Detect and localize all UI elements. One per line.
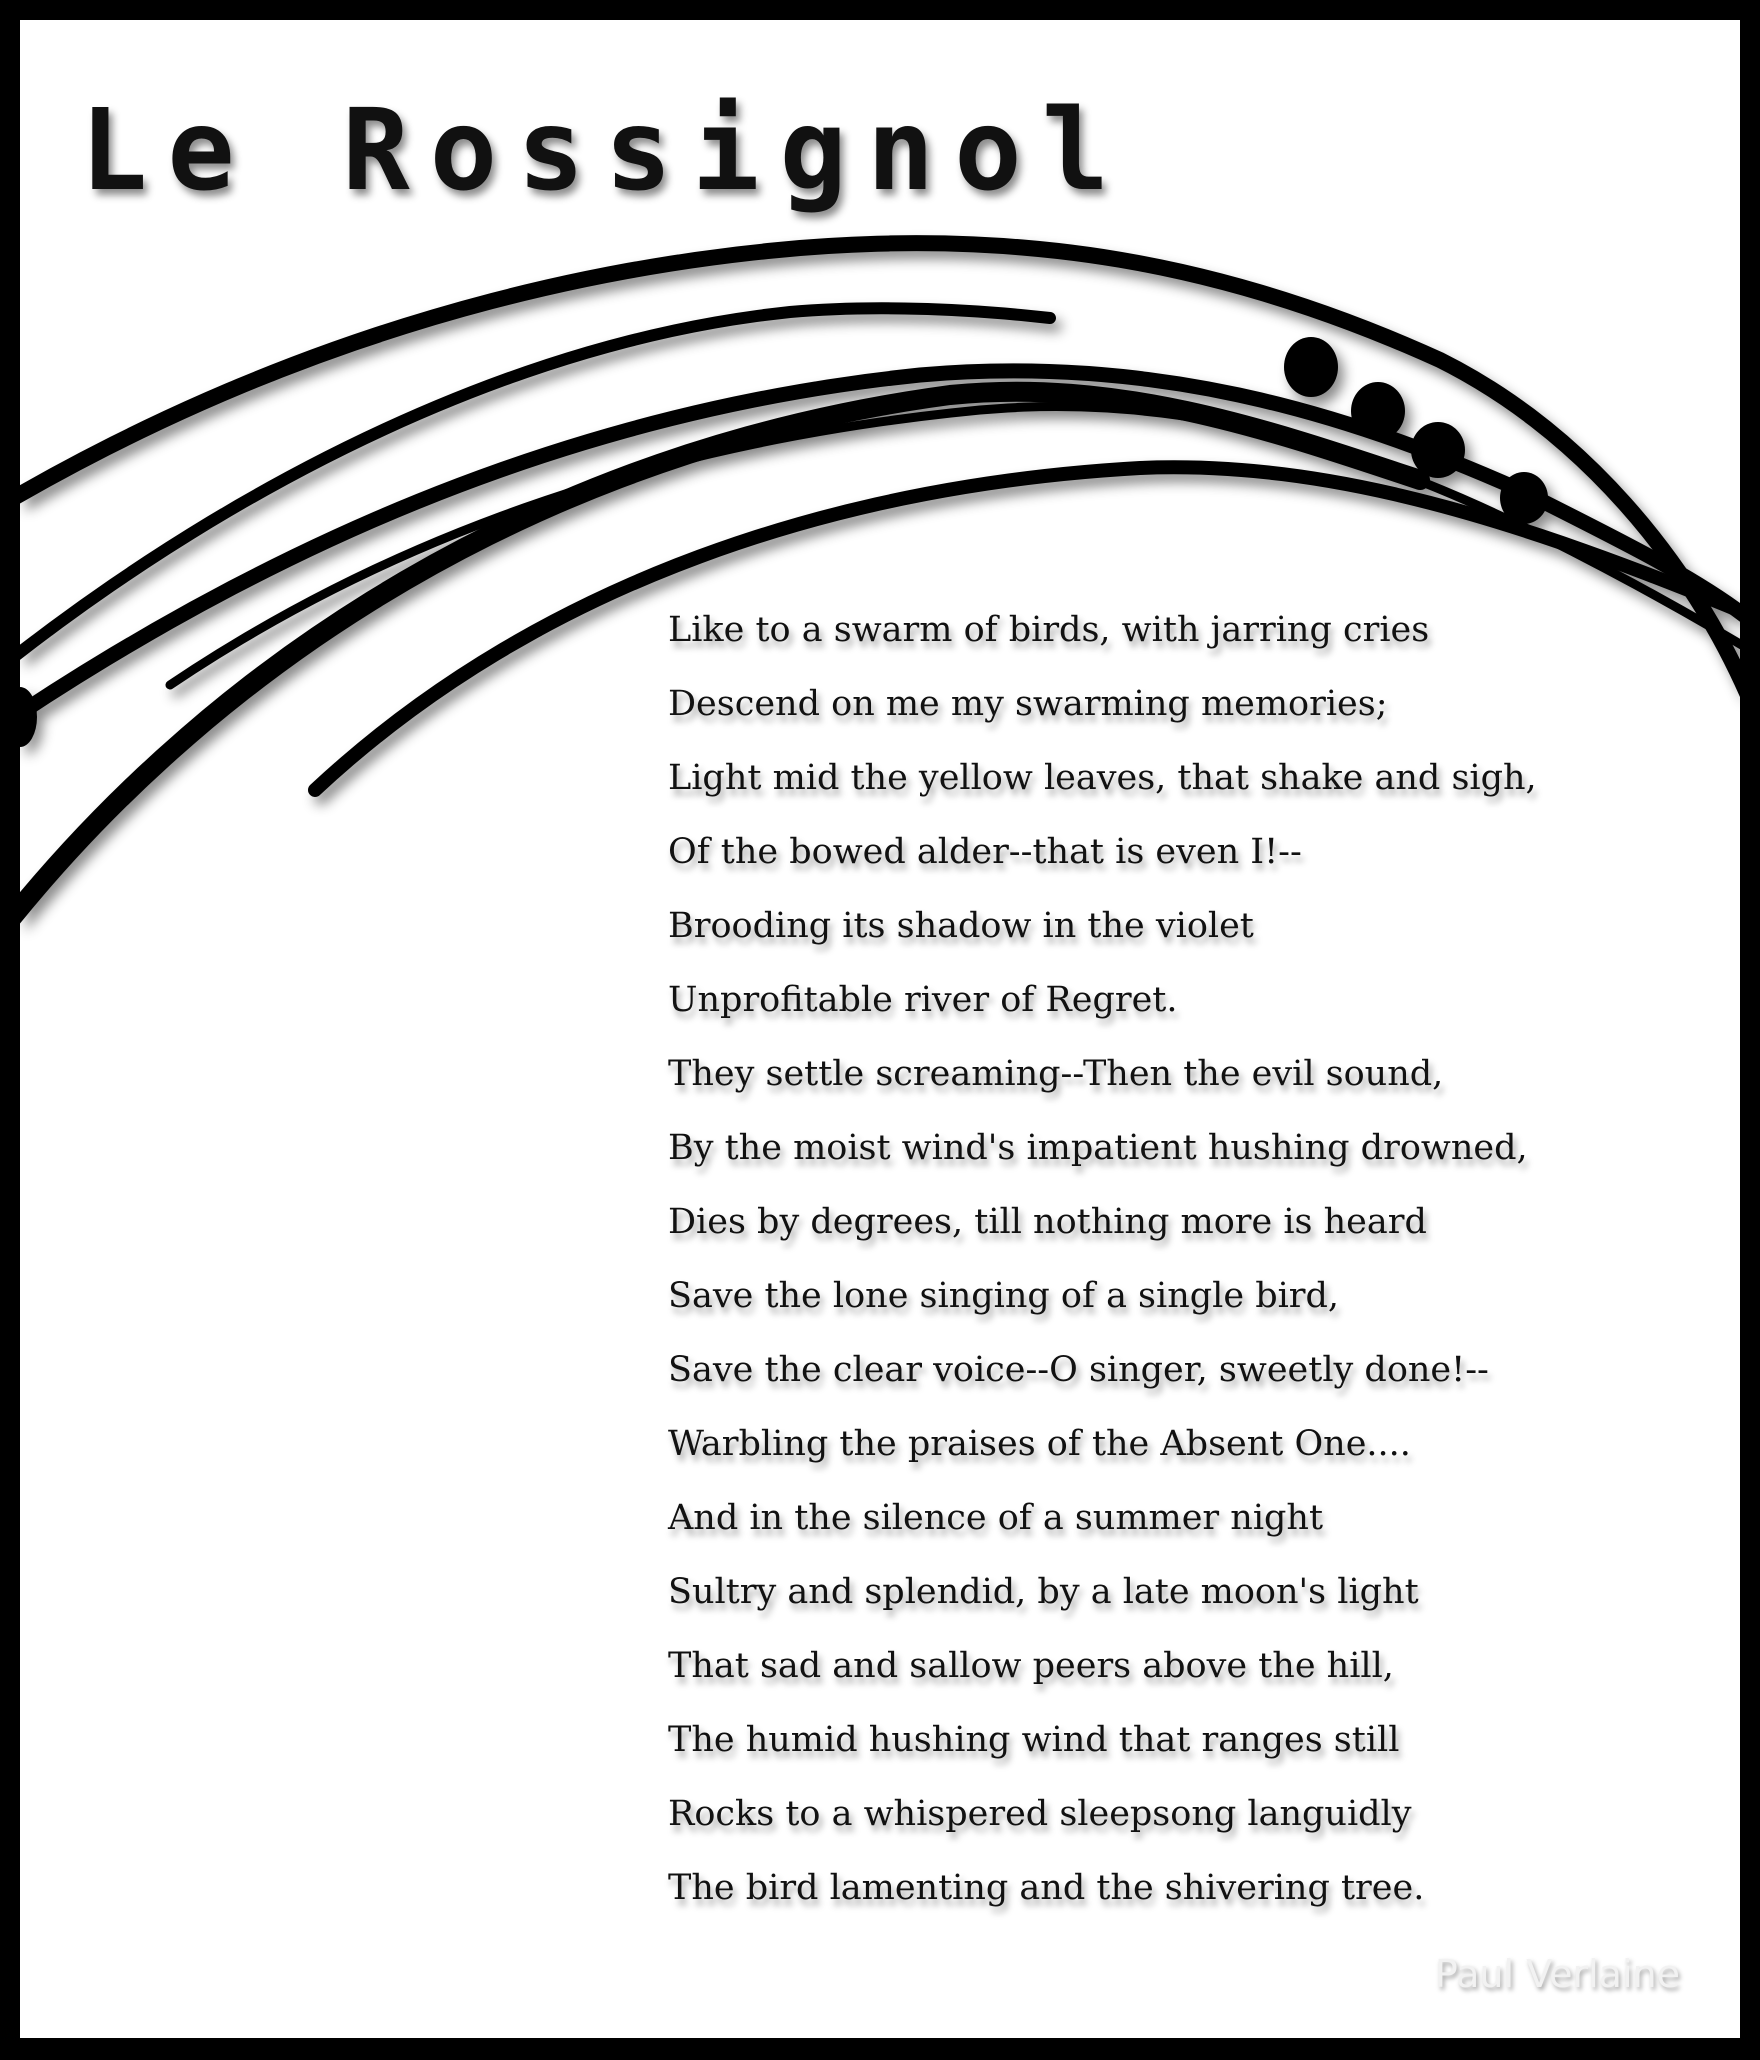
poem-line: By the moist wind's impatient hushing drowned, [668,1128,1528,1168]
poem-line: Light mid the yellow leaves, that shake and sigh, [668,758,1537,798]
poem-line: Save the lone singing of a single bird, [668,1276,1340,1316]
poem-line: Brooding its shadow in the violet [668,906,1254,946]
poem-line: Like to a swarm of birds, with jarring cries [668,610,1430,650]
poem-line: The humid hushing wind that ranges still [668,1720,1400,1760]
poem-line: Warbling the praises of the Absent One.... [668,1424,1411,1464]
poem-line: Of the bowed alder--that is even I!-- [668,832,1302,872]
poem-line: Unprofitable river of Regret. [668,980,1178,1020]
poem-line: Rocks to a whispered sleepsong languidly [668,1794,1412,1834]
poem-line: And in the silence of a summer night [668,1498,1324,1538]
poem-line: Sultry and splendid, by a late moon's light [668,1572,1419,1612]
poem-line: The bird lamenting and the shivering tree. [668,1868,1425,1908]
poem-title: Le Rossignol [80,86,1130,216]
poem-page [20,20,1740,2038]
author-signature: Paul Verlaine [1434,1952,1680,1996]
poem-body [668,606,1537,1938]
poem-line: That sad and sallow peers above the hill, [668,1646,1394,1686]
poem-line: Save the clear voice--O singer, sweetly done!-- [668,1350,1489,1390]
poem-line: Dies by degrees, till nothing more is heard [668,1202,1427,1242]
poem-line: They settle screaming--Then the evil sound, [668,1054,1444,1094]
poem-line: Descend on me my swarming memories; [668,684,1388,724]
